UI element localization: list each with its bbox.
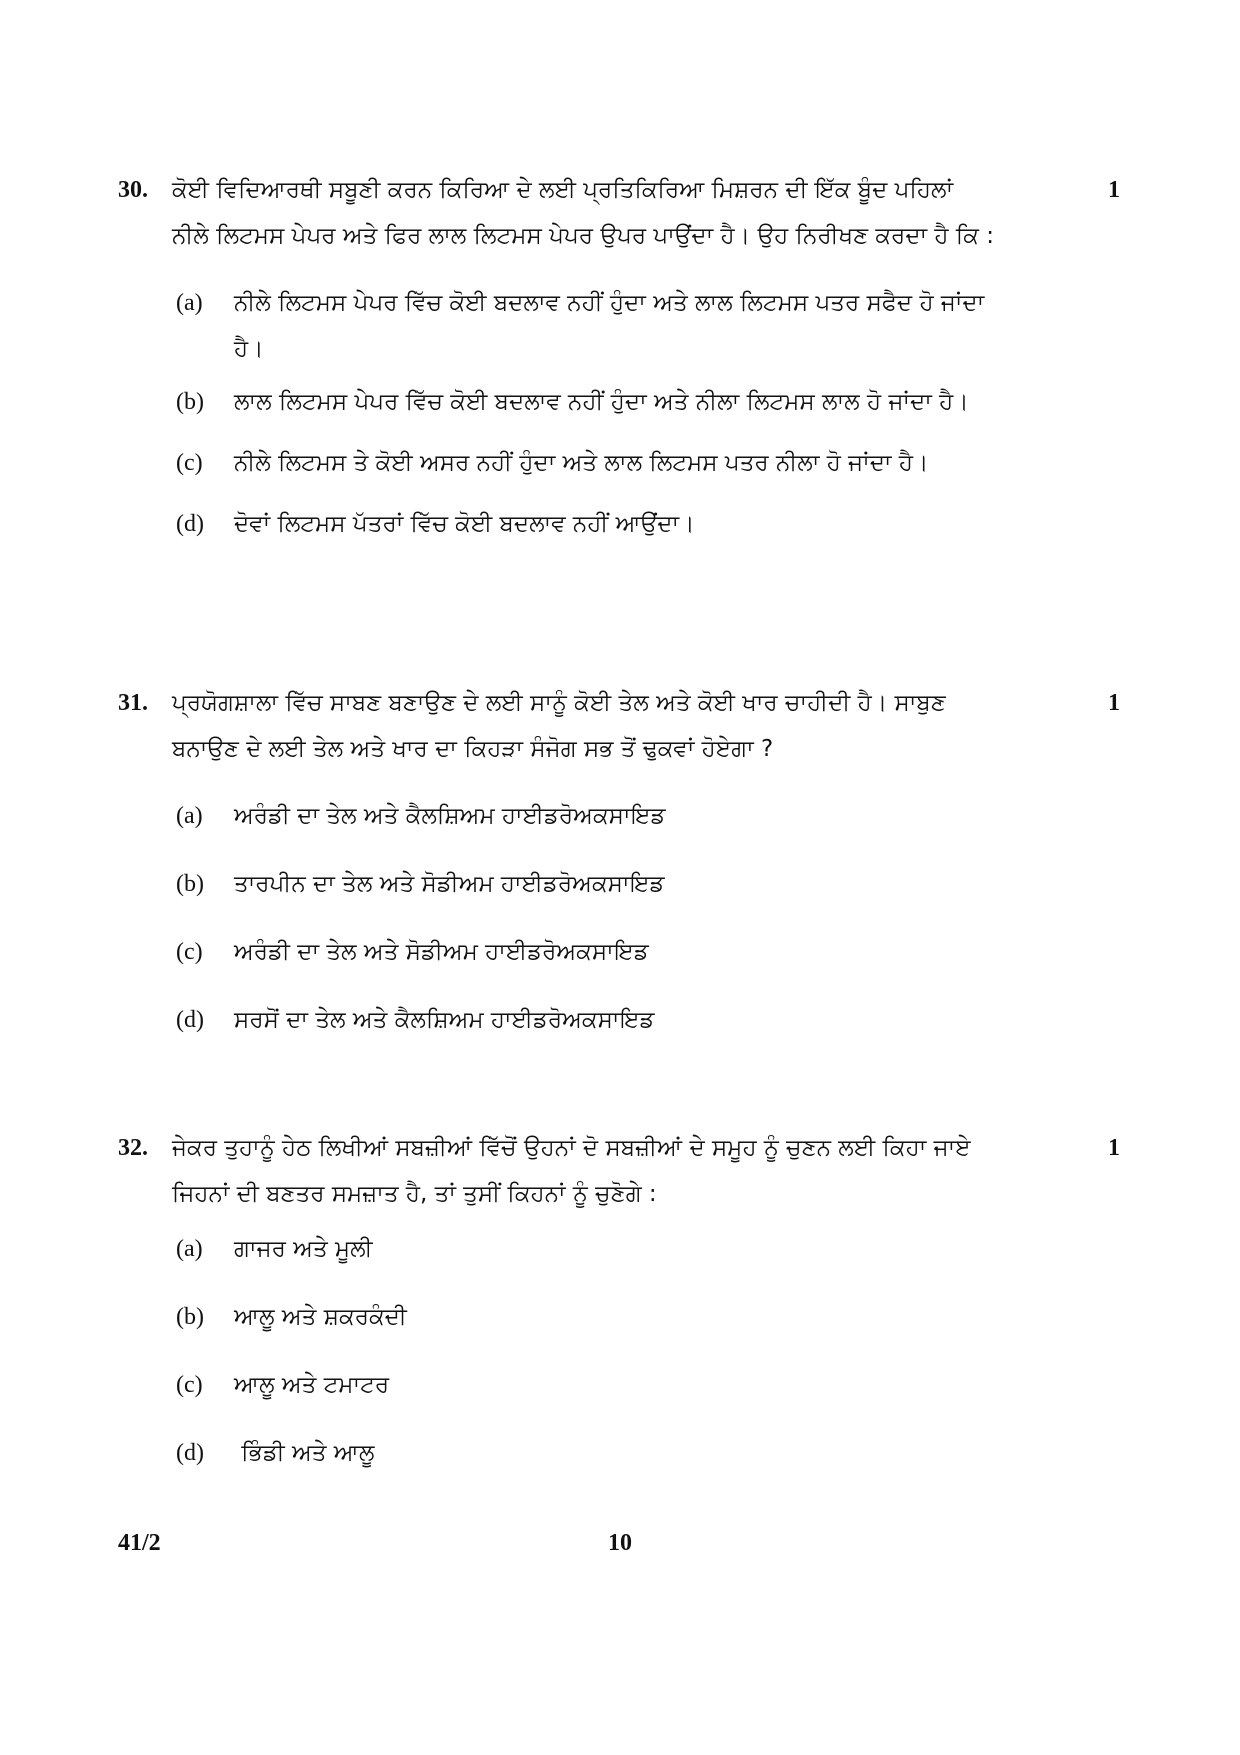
option-d [0, 997, 1240, 1043]
option-label: (d) [176, 1007, 204, 1033]
option-line: ਨੀਲੇ ਲਿਟਮਸ ਪੇਪਰ ਵਿੱਚ ਕੋਈ ਬਦਲਾਵ ਨਹੀਂ ਹੁੰਦਾ ਅਤੇ ਲਾਲ ਲਿਟਮਸ ਪਤਰ ਸਫੈਦ ਹੋ ਜਾਂਦਾ [234, 290, 985, 316]
option-text [234, 1294, 1074, 1340]
option-line: ਗਾਜਰ ਅਤੇ ਮੂਲੀ [234, 1236, 373, 1262]
option-label: (c) [176, 450, 203, 476]
option-text [234, 861, 1074, 907]
question-line: ਜੇਕਰ ਤੁਹਾਨੂੰ ਹੇਠ ਲਿਖੀਆਂ ਸਬਜ਼ੀਆਂ ਵਿੱਚੋਂ ਉਹਨਾਂ ਦੋ ਸਬਜ਼ੀਆਂ ਦੇ ਸਮੂਹ ਨੂੰ ਚੁਣਨ ਲਈ ਕਿਹਾ ਜਾਏ [172, 1135, 971, 1161]
option-text [234, 1430, 1074, 1476]
option-label: (a) [176, 290, 203, 316]
option-line: ਅਰੰਡੀ ਦਾ ਤੇਲ ਅਤੇ ਸੋਡੀਅਮ ਹਾਈਡਰੋਅਕਸਾਇਡ [234, 939, 649, 965]
option-line: ਹੈ। [234, 336, 264, 362]
option-line: ਨੀਲੇ ਲਿਟਮਸ ਤੇ ਕੋਈ ਅਸਰ ਨਹੀਂ ਹੁੰਦਾ ਅਤੇ ਲਾਲ ਲਿਟਮਸ ਪਤਰ ਨੀਲਾ ਹੋ ਜਾਂਦਾ ਹੈ। [234, 450, 929, 476]
option-line: ਆਲੂ ਅਤੇ ਟਮਾਟਰ [234, 1372, 390, 1398]
option-label: (a) [176, 1236, 203, 1262]
marks-label: 1 [1108, 177, 1120, 203]
option-line: ਅਰੰਡੀ ਦਾ ਤੇਲ ਅਤੇ ਕੈਲਸ਼ਿਅਮ ਹਾਈਡਰੋਅਕਸਾਇਡ [234, 803, 666, 829]
option-label: (b) [176, 871, 204, 897]
option-line: ਲਾਲ ਲਿਟਮਸ ਪੇਪਰ ਵਿੱਚ ਕੋਈ ਬਦਲਾਵ ਨਹੀਂ ਹੁੰਦਾ ਅਤੇ ਨੀਲਾ ਲਿਟਮਸ ਲਾਲ ਹੋ ਜਾਂਦਾ ਹੈ। [234, 389, 969, 415]
question-text [172, 680, 1072, 772]
question-line: ਪ੍ਰਯੋਗਸ਼ਾਲਾ ਵਿੱਚ ਸਾਬਣ ਬਣਾਉਣ ਦੇ ਲਈ ਸਾਨੂੰ ਕੋਈ ਤੇਲ ਅਤੇ ਕੋਈ ਖਾਰ ਚਾਹੀਦੀ ਹੈ। ਸਾਬੁਣ [172, 690, 946, 716]
option-a [0, 1226, 1240, 1272]
option-label: (d) [176, 1440, 204, 1466]
paper-code: 41/2 [118, 1530, 161, 1556]
option-line: ਸਰਸੋਂ ਦਾ ਤੇਲ ਅਤੇ ਕੈਲਸ਼ਿਅਮ ਹਾਈਡਰੋਅਕਸਾਇਡ [234, 1007, 655, 1033]
question-line: ਬਨਾਉਣ ਦੇ ਲਈ ਤੇਲ ਅਤੇ ਖਾਰ ਦਾ ਕਿਹੜਾ ਸੰਜੋਗ ਸਭ ਤੋਂ ਢੁਕਵਾਂ ਹੋਏਗਾ ? [172, 736, 774, 762]
option-c [0, 929, 1240, 975]
page-number: 10 [608, 1530, 632, 1556]
option-label: (d) [176, 511, 204, 537]
option-b [0, 1294, 1240, 1340]
question-number: 30. [118, 177, 148, 203]
option-text [234, 997, 1074, 1043]
option-label: (c) [176, 1372, 203, 1398]
question-number: 32. [118, 1135, 148, 1161]
option-a [0, 280, 1240, 362]
option-text [234, 793, 1074, 839]
question-line: ਨੀਲੇ ਲਿਟਮਸ ਪੇਪਰ ਅਤੇ ਫਿਰ ਲਾਲ ਲਿਟਮਸ ਪੇਪਰ ਉਪਰ ਪਾਉਂਦਾ ਹੈ। ਉਹ ਨਿਰੀਖਣ ਕਰਦਾ ਹੈ ਕਿ : [172, 223, 995, 249]
option-label: (b) [176, 389, 204, 415]
option-b [0, 861, 1240, 907]
question-line: ਕੋਈ ਵਿਦਿਆਰਥੀ ਸਬੂਣੀ ਕਰਨ ਕਿਰਿਆ ਦੇ ਲਈ ਪ੍ਰਤਿਕਿਰਿਆ ਮਿਸ਼ਰਨ ਦੀ ਇੱਕ ਬੂੰਦ ਪਹਿਲਾਂ [172, 177, 954, 203]
option-d [0, 501, 1240, 547]
option-text [234, 1362, 1074, 1408]
option-a [0, 793, 1240, 839]
option-text [234, 379, 1074, 425]
option-text [234, 440, 1074, 486]
option-label: (c) [176, 939, 203, 965]
option-c [0, 1362, 1240, 1408]
option-text [234, 280, 1074, 372]
option-b [0, 379, 1240, 425]
marks-label: 1 [1108, 1135, 1120, 1161]
option-c [0, 440, 1240, 486]
option-text [234, 501, 1074, 547]
option-label: (b) [176, 1304, 204, 1330]
option-d [0, 1430, 1240, 1476]
question-number: 31. [118, 690, 148, 716]
option-line: ਆਲੂ ਅਤੇ ਸ਼ਕਰਕੰਦੀ [234, 1304, 407, 1330]
question-text [172, 1125, 1072, 1217]
marks-label: 1 [1108, 690, 1120, 716]
option-label: (a) [176, 803, 203, 829]
option-text [234, 929, 1074, 975]
option-line: ਤਾਰਪੀਨ ਦਾ ਤੇਲ ਅਤੇ ਸੋਡੀਅਮ ਹਾਈਡਰੋਅਕਸਾਇਡ [234, 871, 665, 897]
option-line: ਦੋਵਾਂ ਲਿਟਮਸ ਪੱਤਰਾਂ ਵਿੱਚ ਕੋਈ ਬਦਲਾਵ ਨਹੀਂ ਆਉਂਦਾ। [234, 511, 695, 537]
option-text [234, 1226, 1074, 1272]
question-line: ਜਿਹਨਾਂ ਦੀ ਬਣਤਰ ਸਮਜ਼ਾਤ ਹੈ, ਤਾਂ ਤੁਸੀਂ ਕਿਹਨਾਂ ਨੂੰ ਚੁਣੋਗੇ : [172, 1181, 657, 1207]
option-line: ਭਿੰਡੀ ਅਤੇ ਆਲੂ [234, 1440, 375, 1466]
question-text [172, 167, 1072, 259]
